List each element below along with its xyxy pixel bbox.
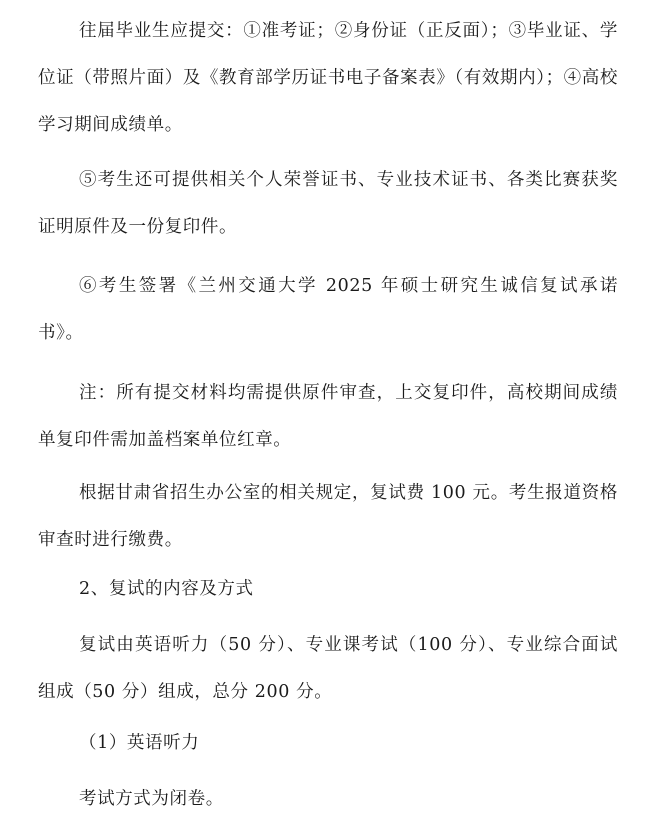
paragraph-note: 注：所有提交材料均需提供原件审查，上交复印件，高校期间成绩单复印件需加盖档案单位红章。 [38,383,618,450]
paragraph-fee: 根据甘肃省招生办公室的相关规定，复试费 100 元。考生报道资格审查时进行缴费。 [38,483,618,550]
paragraph-exam-format: 考试方式为闭卷。 [79,789,224,809]
paragraph-integrity-pledge: ⑥考生签署《兰州交通大学 2025 年硕士研究生诚信复试承诺书》。 [38,276,618,343]
section-heading-content-and-method: 2、复试的内容及方式 [79,579,254,599]
subheading-english-listening: （1）英语听力 [79,733,200,753]
paragraph-submission-materials: 往届毕业生应提交：①准考证；②身份证（正反面）；③毕业证、学位证（带照片面）及《教育部学历证书电子备案表》（有效期内）；④高校学习期间成绩单。 [38,21,618,135]
paragraph-exam-composition: 复试由英语听力（50 分）、专业课考试（100 分）、专业综合面试组成（50 分）组成，总分 200 分。 [38,635,618,702]
paragraph-optional-certificates: ⑤考生还可提供相关个人荣誉证书、专业技术证书、各类比赛获奖证明原件及一份复印件。 [38,170,618,237]
